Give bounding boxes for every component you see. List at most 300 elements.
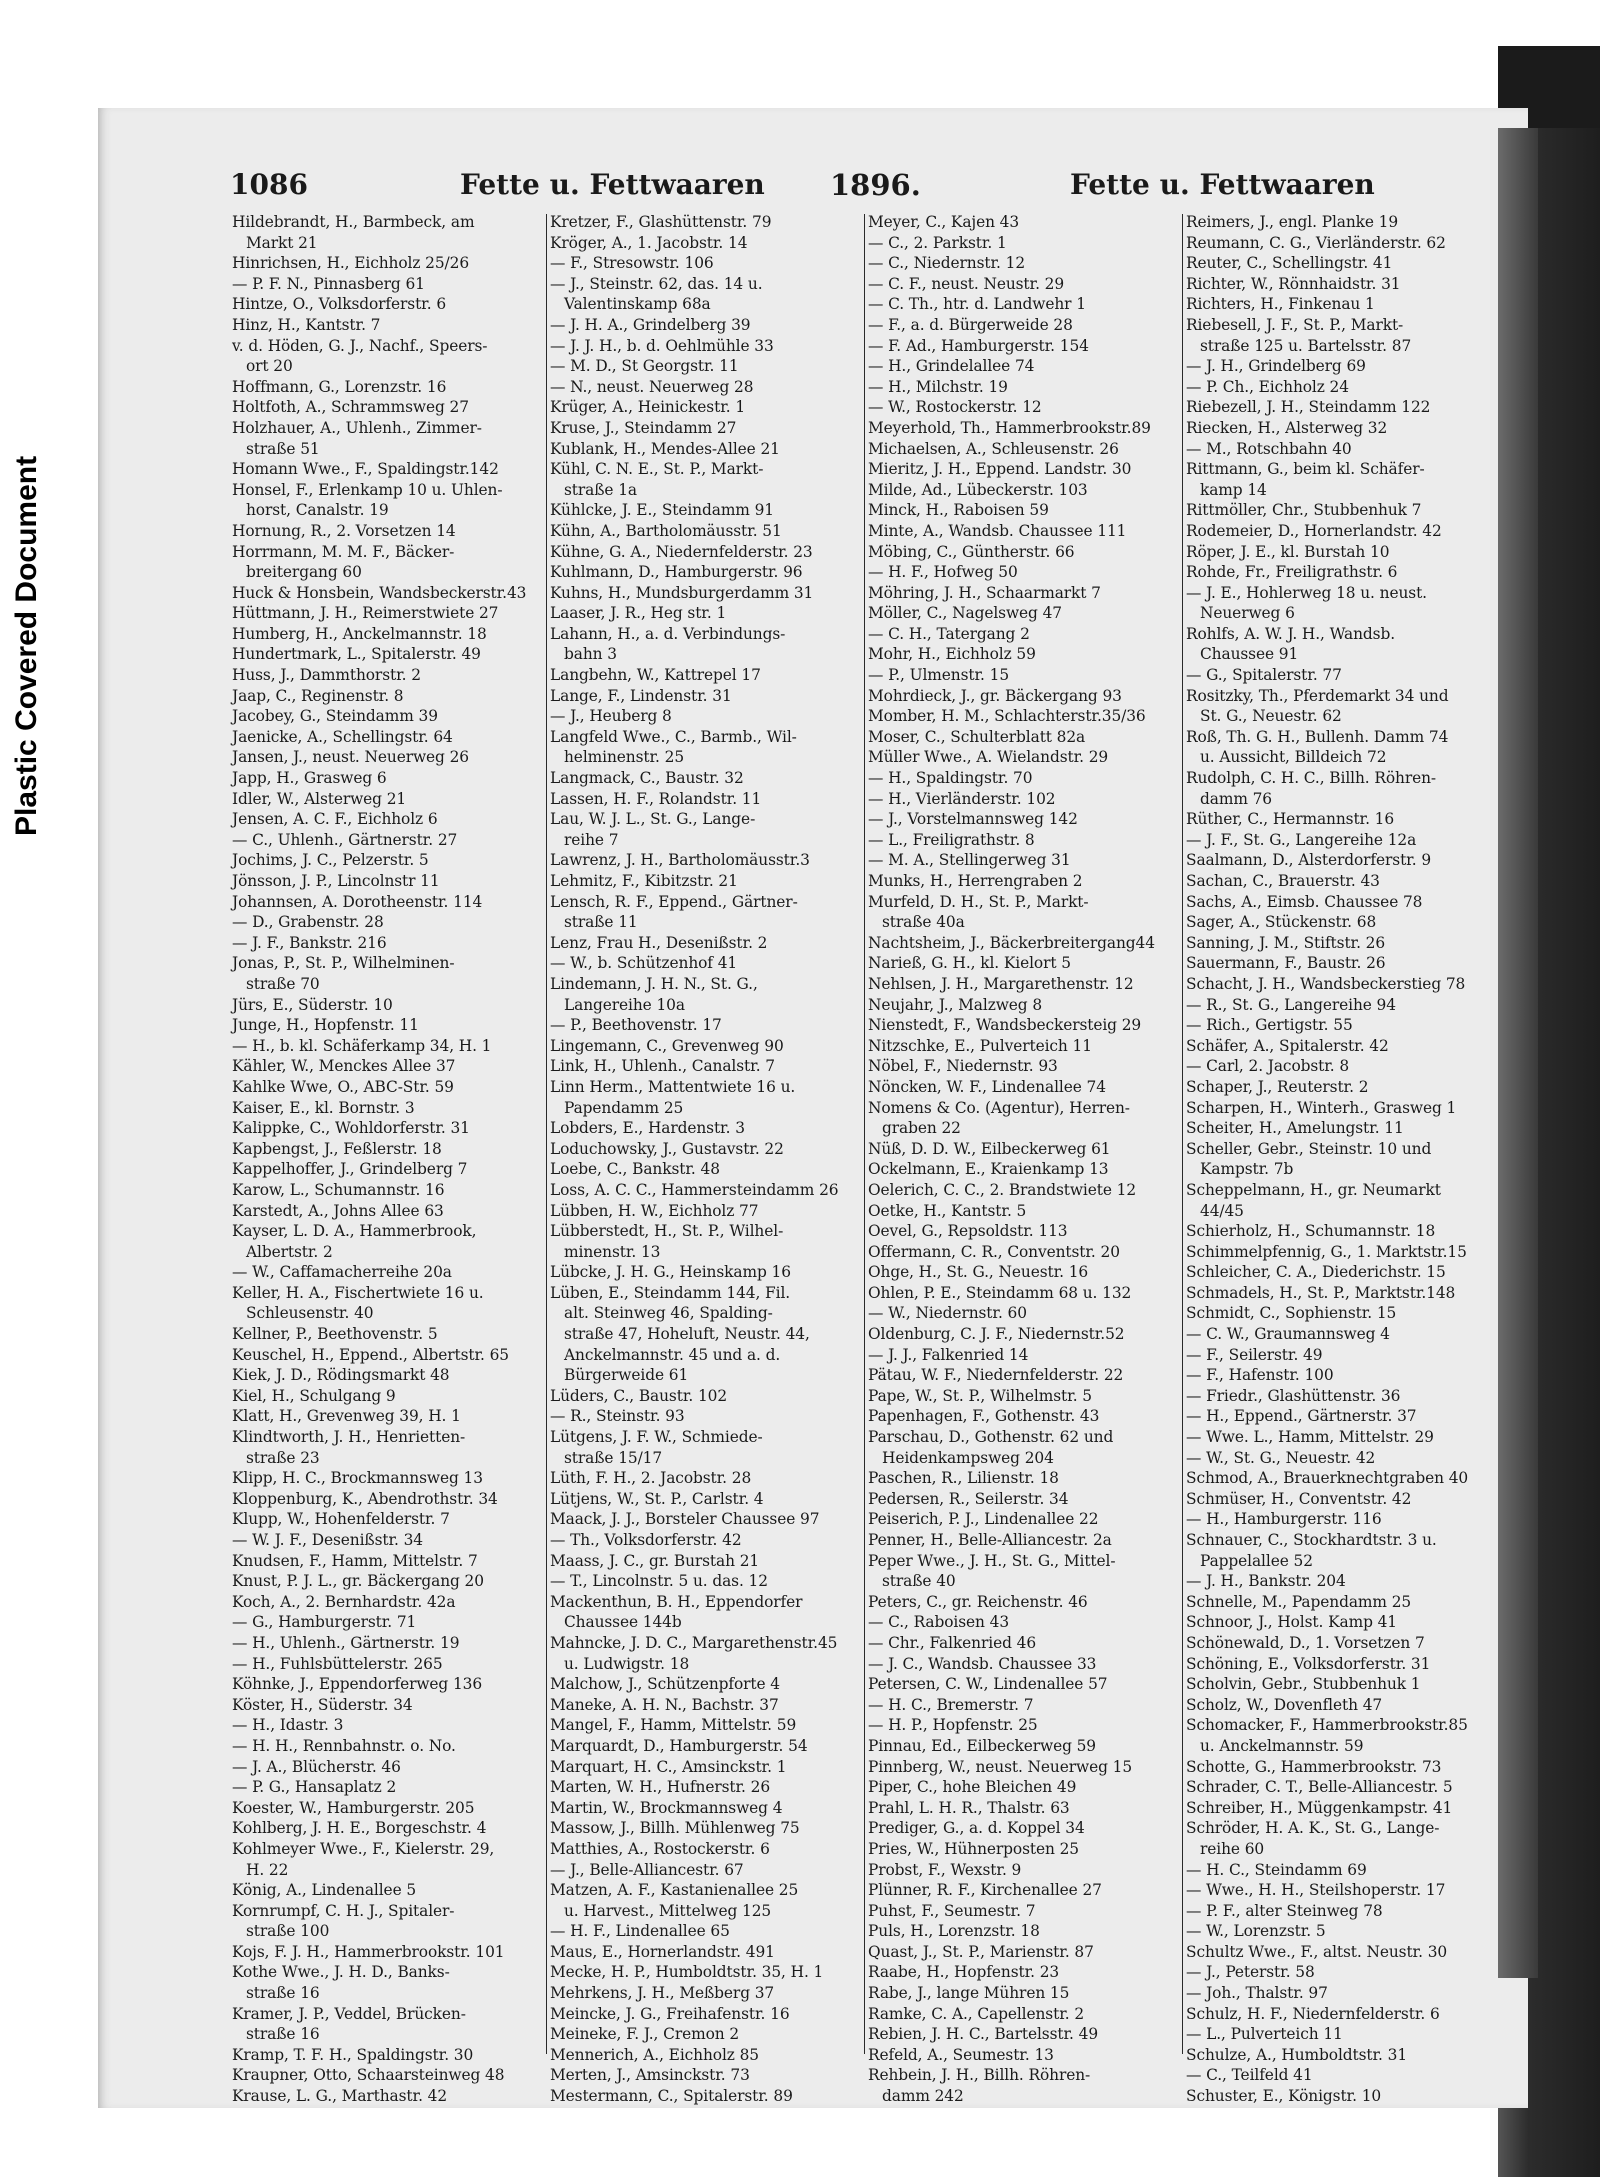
directory-entry: Offermann, C. R., Conventstr. 20: [868, 1242, 1120, 1261]
directory-entry: — G., Hamburgerstr. 71: [232, 1613, 417, 1632]
directory-entry: — Th., Volksdorferstr. 42: [550, 1531, 742, 1549]
directory-entry: Ohge, H., St. G., Neuestr. 16: [868, 1263, 1089, 1282]
directory-entry: Hinrichsen, H., Eichholz 25/26: [232, 254, 470, 273]
directory-entry: — C. F., neust. Neustr. 29: [868, 274, 1065, 293]
directory-entry: Kloppenburg, K., Abendrothstr. 34: [232, 1489, 498, 1508]
directory-entry: Maneke, A. H. N., Bachstr. 37: [550, 1695, 779, 1714]
directory-entry: — H., Eppend., Gärtnerstr. 37: [1186, 1407, 1417, 1426]
page-number: 1086: [230, 168, 308, 201]
directory-entry: — J. H., Grindelberg 69: [1186, 357, 1366, 376]
directory-entry: Rebien, J. H. C., Bartelsstr. 49: [868, 2025, 1099, 2044]
directory-entry: Kuhns, H., Mundsburgerdamm 31: [550, 583, 814, 602]
directory-entry: Scholz, W., Dovenfleth 47: [1186, 1695, 1383, 1714]
directory-entry: — Joh., Thalstr. 97: [1186, 1984, 1328, 2003]
directory-entry: Papendamm 25: [564, 1098, 684, 1117]
directory-entry: — P., Beethovenstr. 17: [550, 1016, 722, 1035]
directory-entry: — J., Steinstr. 62, das. 14 u.: [550, 274, 763, 293]
directory-entry: Lassen, H. F., Rolandstr. 11: [550, 789, 762, 808]
directory-entry: Meyer, C., Kajen 43: [868, 213, 1020, 231]
directory-entry: Valentinskamp 68a: [564, 295, 711, 314]
directory-entry: — H., Uhlenh., Gärtnerstr. 19: [232, 1633, 460, 1652]
directory-entry: Puhst, F., Seumestr. 7: [868, 1901, 1036, 1920]
directory-entry: — F., Hafenstr. 100: [1186, 1366, 1334, 1385]
running-title-left: Fette u. Fettwaaren: [460, 168, 765, 201]
directory-entry: Lüders, C., Baustr. 102: [550, 1386, 728, 1405]
directory-entry: — C., Raboisen 43: [868, 1613, 1010, 1632]
directory-entry: Nehlsen, J. H., Margarethenstr. 12: [868, 974, 1134, 993]
directory-entry: Nöbel, F., Niedernstr. 93: [868, 1057, 1058, 1076]
directory-entry: straße 125 u. Bartelsstr. 87: [1200, 336, 1412, 355]
directory-entry: Penner, H., Belle-Alliancestr. 2a: [868, 1531, 1112, 1549]
directory-entry: — H. C., Steindamm 69: [1186, 1860, 1367, 1879]
directory-entry: — J., Belle-Alliancestr. 67: [550, 1860, 744, 1879]
directory-entry: — Chr., Falkenried 46: [868, 1633, 1037, 1652]
directory-entry: Schierholz, H., Schumannstr. 18: [1186, 1222, 1436, 1241]
directory-entry: Schröder, H. A. K., St. G., Lange-: [1186, 1819, 1440, 1838]
directory-entry: v. d. Höden, G. J., Nachf., Speers-: [232, 336, 488, 355]
directory-entry: Karow, L., Schumannstr. 16: [232, 1180, 445, 1199]
directory-entry: Jansen, J., neust. Neuerweg 26: [232, 748, 469, 767]
directory-entry: Klindtworth, J. H., Henrietten-: [232, 1428, 466, 1447]
directory-entry: Schreiber, H., Müggenkampstr. 41: [1186, 1798, 1453, 1817]
directory-entry: reihe 7: [564, 830, 619, 849]
directory-entry: Schleicher, C. A., Diederichstr. 15: [1186, 1263, 1446, 1282]
directory-column-4: [1186, 212, 1498, 2106]
directory-entry: Kuhlmann, D., Hamburgerstr. 96: [550, 563, 803, 582]
directory-columns: [232, 212, 1502, 2106]
directory-entry: Schulz, H. F., Niedernfelderstr. 6: [1186, 2004, 1440, 2023]
directory-entry: Nienstedt, F., Wandsbeckersteig 29: [868, 1016, 1142, 1035]
directory-entry: Momber, H. M., Schlachterstr.35/36: [868, 707, 1146, 726]
directory-entry: Quast, J., St. P., Marienstr. 87: [868, 1942, 1094, 1961]
directory-entry: Oelerich, C. C., 2. Brandstwiete 12: [868, 1180, 1137, 1199]
directory-entry: Sauermann, F., Baustr. 26: [1186, 954, 1386, 973]
directory-entry: ort 20: [246, 357, 293, 376]
directory-entry: Laaser, J. R., Heg str. 1: [550, 604, 727, 623]
directory-entry: Kruse, J., Steindamm 27: [550, 418, 737, 437]
directory-entry: Kühn, A., Bartholomäusstr. 51: [550, 521, 782, 540]
directory-entry: Schaper, J., Reuterstr. 2: [1186, 1077, 1369, 1096]
directory-entry: Merten, J., Amsinckstr. 73: [550, 2066, 750, 2085]
directory-entry: — C., Uhlenh., Gärtnerstr. 27: [232, 830, 458, 849]
directory-entry: Richter, W., Rönnhaidstr. 31: [1186, 274, 1401, 293]
directory-entry: — H. H., Rennbahnstr. o. No.: [232, 1736, 456, 1755]
directory-entry: Ramke, C. A., Capellenstr. 2: [868, 2004, 1085, 2023]
directory-entry: — Rich., Gertigstr. 55: [1186, 1016, 1353, 1035]
directory-entry: Knudsen, F., Hamm, Mittelstr. 7: [232, 1551, 478, 1570]
directory-entry: Kublank, H., Mendes-Allee 21: [550, 439, 780, 458]
directory-entry: bahn 3: [564, 645, 617, 664]
directory-entry: — W., Niedernstr. 60: [868, 1304, 1027, 1323]
directory-entry: straße 16: [246, 2025, 320, 2044]
directory-entry: Schönewald, D., 1. Vorsetzen 7: [1186, 1633, 1425, 1652]
directory-entry: — T., Lincolnstr. 5 u. das. 12: [550, 1572, 768, 1591]
directory-entry: Schuster, E., Königstr. 10: [1186, 2087, 1382, 2106]
directory-entry: Lindemann, J. H. N., St. G.,: [550, 974, 758, 993]
directory-entry: Minte, A., Wandsb. Chaussee 111: [868, 521, 1127, 540]
directory-entry: — N., neust. Neuerweg 28: [550, 377, 754, 396]
directory-entry: König, A., Lindenallee 5: [232, 1881, 417, 1900]
directory-entry: — C., 2. Parkstr. 1: [868, 233, 1007, 252]
directory-entry: damm 242: [882, 2087, 964, 2106]
directory-entry: — Friedr., Glashüttenstr. 36: [1186, 1386, 1401, 1405]
directory-entry: straße 16: [246, 1984, 320, 2003]
page-year: 1896.: [830, 168, 921, 202]
directory-entry: — W., Caffamacherreihe 20a: [232, 1263, 452, 1282]
directory-entry: Klupp, W., Hohenfelderstr. 7: [232, 1510, 450, 1529]
directory-entry: Jürs, E., Süderstr. 10: [232, 995, 393, 1014]
directory-entry: Paschen, R., Lilienstr. 18: [868, 1469, 1059, 1488]
directory-entry: Schleusenstr. 40: [246, 1304, 374, 1323]
directory-entry: Loduchowsky, J., Gustavstr. 22: [550, 1139, 784, 1158]
directory-entry: Rohlfs, A. W. J. H., Wandsb.: [1186, 624, 1395, 643]
directory-entry: — D., Grabenstr. 28: [232, 913, 384, 932]
directory-entry: Möbing, C., Güntherstr. 66: [868, 542, 1075, 561]
directory-entry: — P. F. N., Pinnasberg 61: [232, 274, 425, 293]
directory-entry: Linn Herm., Mattentwiete 16 u.: [550, 1077, 796, 1096]
directory-entry: Nüß, D. D. W., Eilbeckerweg 61: [868, 1139, 1111, 1158]
directory-entry: Kähler, W., Menckes Allee 37: [232, 1057, 456, 1076]
directory-entry: u. Ludwigstr. 18: [564, 1654, 690, 1673]
directory-entry: Schöning, E., Volksdorferstr. 31: [1186, 1654, 1431, 1673]
directory-entry: Lütjens, W., St. P., Carlstr. 4: [550, 1489, 764, 1508]
directory-entry: Hundertmark, L., Spitalerstr. 49: [232, 645, 481, 664]
directory-entry: Kohlmeyer Wwe., F., Kielerstr. 29,: [232, 1839, 495, 1858]
directory-entry: Papenhagen, F., Gothenstr. 43: [868, 1407, 1100, 1426]
directory-entry: Marquart, H. C., Amsinckstr. 1: [550, 1757, 787, 1776]
directory-entry: — J. J., Falkenried 14: [868, 1345, 1029, 1364]
directory-entry: — P., Ulmenstr. 15: [868, 666, 1010, 685]
column-divider: [1182, 214, 1183, 2054]
directory-entry: Riecken, H., Alsterweg 32: [1186, 418, 1388, 437]
directory-entry: Pape, W., St. P., Wilhelmstr. 5: [868, 1386, 1092, 1405]
directory-entry: Schmüser, H., Conventstr. 42: [1186, 1489, 1412, 1508]
directory-entry: Kellner, P., Beethovenstr. 5: [232, 1325, 438, 1344]
directory-column-2: [550, 212, 862, 2106]
directory-entry: Jensen, A. C. F., Eichholz 6: [232, 810, 438, 829]
directory-entry: Ockelmann, E., Kraienkamp 13: [868, 1160, 1109, 1179]
directory-entry: Langereihe 10a: [564, 995, 685, 1014]
directory-entry: Hoffmann, G., Lorenzstr. 16: [232, 377, 447, 396]
directory-entry: Lüben, E., Steindamm 144, Fil.: [550, 1283, 791, 1302]
directory-entry: Knust, P. J. L., gr. Bäckergang 20: [232, 1572, 484, 1591]
directory-entry: Nitzschke, E., Pulverteich 11: [868, 1036, 1092, 1055]
directory-entry: Karstedt, A., Johns Allee 63: [232, 1201, 444, 1220]
directory-entry: Neujahr, J., Malzweg 8: [868, 995, 1043, 1014]
directory-entry: Krause, L. G., Marthastr. 42: [232, 2087, 448, 2106]
directory-entry: graben 22: [882, 1119, 961, 1138]
directory-entry: Kühl, C. N. E., St. P., Markt-: [550, 460, 764, 479]
directory-entry: Pedersen, R., Seilerstr. 34: [868, 1489, 1069, 1508]
directory-entry: Kramp, T. F. H., Spaldingstr. 30: [232, 2045, 474, 2064]
directory-entry: Keuschel, H., Eppend., Albertstr. 65: [232, 1345, 509, 1364]
directory-entry: Loss, A. C. C., Hammersteindamm 26: [550, 1180, 839, 1199]
directory-entry: Hinz, H., Kantstr. 7: [232, 315, 381, 334]
directory-entry: Neuerweg 6: [1200, 604, 1295, 623]
directory-entry: Nöncken, W. F., Lindenallee 74: [868, 1077, 1106, 1096]
directory-entry: Lange, F., Lindenstr. 31: [550, 686, 732, 705]
directory-entry: Lübben, H. W., Eichholz 77: [550, 1201, 759, 1220]
directory-entry: Schulze, A., Humboldtstr. 31: [1186, 2045, 1408, 2064]
directory-entry: — J. C., Wandsb. Chaussee 33: [868, 1654, 1097, 1673]
directory-entry: Kojs, F. J. H., Hammerbrookstr. 101: [232, 1942, 505, 1961]
directory-entry: Kornrumpf, C. H. J., Spitaler-: [232, 1901, 455, 1920]
directory-entry: Sager, A., Stückenstr. 68: [1186, 913, 1377, 932]
directory-entry: Mestermann, C., Spitalerstr. 89: [550, 2087, 793, 2106]
directory-entry: Hildebrandt, H., Barmbeck, am: [232, 213, 475, 231]
directory-entry: Scheller, Gebr., Steinstr. 10 und: [1186, 1139, 1432, 1158]
directory-entry: Chaussee 91: [1200, 645, 1299, 664]
directory-entry: breitergang 60: [246, 563, 362, 582]
directory-entry: minenstr. 13: [564, 1242, 661, 1261]
directory-entry: — J. F., St. G., Langereihe 12a: [1186, 830, 1417, 849]
directory-entry: Hintze, O., Volksdorferstr. 6: [232, 295, 447, 314]
directory-entry: Parschau, D., Gothenstr. 62 und: [868, 1428, 1114, 1447]
directory-entry: — M. A., Stellingerweg 31: [868, 851, 1071, 870]
directory-entry: 44/45: [1200, 1201, 1244, 1220]
directory-entry: Oetke, H., Kantstr. 5: [868, 1201, 1027, 1220]
directory-entry: Probst, F., Wexstr. 9: [868, 1860, 1022, 1879]
directory-entry: — C., Teilfeld 41: [1186, 2066, 1313, 2085]
directory-entry: Langmack, C., Baustr. 32: [550, 769, 744, 788]
directory-entry: Reuter, C., Schellingstr. 41: [1186, 254, 1393, 273]
directory-entry: Petersen, C. W., Lindenallee 57: [868, 1675, 1108, 1694]
directory-entry: Sanning, J. M., Stiftstr. 26: [1186, 933, 1386, 952]
directory-entry: Marten, W. H., Hufnerstr. 26: [550, 1778, 771, 1797]
directory-entry: Kühlcke, J. E., Steindamm 91: [550, 501, 774, 520]
directory-entry: Köster, H., Süderstr. 34: [232, 1695, 413, 1714]
directory-entry: — H. C., Bremerstr. 7: [868, 1695, 1034, 1714]
directory-entry: Maack, J. J., Borsteler Chaussee 97: [550, 1510, 820, 1529]
directory-entry: Jaap, C., Reginenstr. 8: [232, 686, 404, 705]
directory-entry: Lenz, Frau H., Desenißstr. 2: [550, 933, 768, 952]
directory-entry: Albertstr. 2: [246, 1242, 333, 1261]
directory-entry: — H., b. kl. Schäferkamp 34, H. 1: [232, 1036, 492, 1055]
directory-entry: Schnelle, M., Papendamm 25: [1186, 1592, 1412, 1611]
directory-entry: Lensch, R. F., Eppend., Gärtner-: [550, 892, 798, 911]
directory-entry: Lübcke, J. H. G., Heinskamp 16: [550, 1263, 791, 1282]
directory-entry: — C. Th., htr. d. Landwehr 1: [868, 295, 1086, 314]
directory-entry: — J. J. H., b. d. Oehlmühle 33: [550, 336, 774, 355]
directory-entry: Langfeld Wwe., C., Barmb., Wil-: [550, 727, 797, 746]
side-label: Plastic Covered Document: [10, 455, 43, 836]
directory-entry: Röper, J. E., kl. Burstah 10: [1186, 542, 1390, 561]
directory-entry: Riebezell, J. H., Steindamm 122: [1186, 398, 1431, 417]
directory-entry: Jönsson, J. P., Lincolnstr 11: [232, 872, 440, 890]
directory-entry: Mehrkens, J. H., Meßberg 37: [550, 1984, 775, 2003]
directory-entry: Moser, C., Schulterblatt 82a: [868, 727, 1086, 746]
directory-entry: — F., Stresowstr. 106: [550, 254, 714, 273]
directory-entry: Keller, H. A., Fischertwiete 16 u.: [232, 1283, 484, 1302]
directory-entry: Klatt, H., Grevenweg 39, H. 1: [232, 1407, 461, 1426]
directory-entry: Schomacker, F., Hammerbrookstr.85: [1186, 1716, 1468, 1735]
directory-entry: Rohde, Fr., Freiligrathstr. 6: [1186, 563, 1398, 582]
directory-entry: Holzhauer, A., Uhlenh., Zimmer-: [232, 418, 482, 437]
directory-entry: Humberg, H., Anckelmannstr. 18: [232, 624, 487, 643]
directory-entry: Pinnberg, W., neust. Neuerweg 15: [868, 1757, 1133, 1776]
directory-entry: Koester, W., Hamburgerstr. 205: [232, 1798, 475, 1817]
directory-entry: Anckelmannstr. 45 und a. d.: [564, 1345, 781, 1364]
directory-entry: Puls, H., Lorenzstr. 18: [868, 1922, 1040, 1941]
directory-entry: Plünner, R. F., Kirchenallee 27: [868, 1881, 1102, 1900]
directory-entry: straße 1a: [564, 480, 637, 499]
directory-entry: Peiserich, P. J., Lindenallee 22: [868, 1510, 1099, 1529]
directory-entry: Holtfoth, A., Schrammsweg 27: [232, 398, 469, 417]
directory-entry: Kiel, H., Schulgang 9: [232, 1386, 396, 1405]
directory-entry: — W. J. F., Desenißstr. 34: [232, 1531, 423, 1549]
directory-entry: Link, H., Uhlenh., Canalstr. 7: [550, 1057, 775, 1076]
directory-entry: Lau, W. J. L., St. G., Lange-: [550, 810, 756, 829]
directory-entry: Reumann, C. G., Vierländerstr. 62: [1186, 233, 1446, 252]
directory-entry: Murfeld, D. H., St. P., Markt-: [868, 892, 1089, 911]
directory-entry: Rabe, J., lange Mühren 15: [868, 1984, 1070, 2003]
directory-entry: Scheppelmann, H., gr. Neumarkt: [1186, 1180, 1441, 1199]
directory-entry: Lübberstedt, H., St. P., Wilhel-: [550, 1222, 784, 1241]
directory-entry: — P. G., Hansaplatz 2: [232, 1778, 397, 1797]
directory-entry: Sachs, A., Eimsb. Chaussee 78: [1186, 892, 1423, 911]
directory-entry: Schrader, C. T., Belle-Alliancestr. 5: [1186, 1778, 1453, 1797]
directory-entry: — Carl, 2. Jacobstr. 8: [1186, 1057, 1350, 1076]
page-header: [160, 168, 1460, 208]
directory-entry: — R., St. G., Langereihe 94: [1186, 995, 1396, 1014]
directory-entry: Chaussee 144b: [564, 1613, 682, 1632]
directory-entry: Kothe Wwe., J. H. D., Banks-: [232, 1963, 450, 1982]
directory-entry: Mohrdieck, J., gr. Bäckergang 93: [868, 686, 1122, 705]
directory-entry: Raabe, H., Hopfenstr. 23: [868, 1963, 1060, 1982]
directory-entry: Heidenkampsweg 204: [882, 1448, 1054, 1467]
directory-entry: Jaenicke, A., Schellingstr. 64: [232, 727, 453, 746]
directory-entry: Reimers, J., engl. Planke 19: [1186, 213, 1399, 231]
directory-entry: — C. W., Graumannsweg 4: [1186, 1325, 1390, 1344]
directory-entry: Marquardt, D., Hamburgerstr. 54: [550, 1736, 808, 1755]
directory-entry: — J. E., Hohlerweg 18 u. neust.: [1186, 583, 1427, 602]
directory-entry: Kraupner, Otto, Schaarsteinweg 48: [232, 2066, 505, 2085]
directory-entry: — R., Steinstr. 93: [550, 1407, 685, 1426]
directory-entry: Nomens & Co. (Agentur), Herren-: [868, 1098, 1130, 1117]
directory-entry: Langbehn, W., Kattrepel 17: [550, 666, 761, 685]
directory-entry: — H. F., Hofweg 50: [868, 563, 1018, 582]
directory-entry: straße 40: [882, 1572, 956, 1591]
directory-entry: Riebesell, J. F., St. P., Markt-: [1186, 315, 1404, 334]
directory-entry: Milde, Ad., Lübeckerstr. 103: [868, 480, 1088, 499]
directory-entry: Johannsen, A. Dorotheenstr. 114: [232, 892, 483, 911]
directory-entry: Müller Wwe., A. Wielandstr. 29: [868, 748, 1109, 767]
directory-entry: straße 23: [246, 1448, 320, 1467]
directory-column-1: [232, 212, 544, 2106]
directory-entry: Kampstr. 7b: [1200, 1160, 1294, 1179]
running-title-right: Fette u. Fettwaaren: [1070, 168, 1375, 201]
directory-entry: Jochims, J. C., Pelzerstr. 5: [232, 851, 429, 870]
column-divider: [864, 214, 865, 2054]
directory-entry: u. Aussicht, Billdeich 72: [1200, 748, 1387, 767]
book-gutter: [1498, 128, 1538, 1978]
directory-entry: Schacht, J. H., Wandsbeckerstieg 78: [1186, 974, 1466, 993]
directory-entry: Mangel, F., Hamm, Mittelstr. 59: [550, 1716, 797, 1735]
directory-entry: Kretzer, F., Glashüttenstr. 79: [550, 213, 772, 231]
directory-entry: Möhring, J. H., Schaarmarkt 7: [868, 583, 1101, 602]
directory-entry: Martin, W., Brockmannsweg 4: [550, 1798, 783, 1817]
directory-entry: Kröger, A., 1. Jacobstr. 14: [550, 233, 748, 252]
directory-entry: Huck & Honsbein, Wandsbeckerstr.43: [232, 583, 527, 602]
directory-entry: — L., Freiligrathstr. 8: [868, 830, 1035, 849]
directory-entry: — J., Peterstr. 58: [1186, 1963, 1315, 1982]
directory-entry: Jonas, P., St. P., Wilhelminen-: [232, 954, 455, 973]
directory-entry: — F., Seilerstr. 49: [1186, 1345, 1323, 1364]
directory-entry: Bürgerweide 61: [564, 1366, 689, 1385]
directory-entry: Oldenburg, C. J. F., Niedernstr.52: [868, 1325, 1125, 1344]
directory-entry: horst, Canalstr. 19: [246, 501, 389, 520]
directory-entry: — J. F., Bankstr. 216: [232, 933, 387, 952]
directory-entry: — L., Pulverteich 11: [1186, 2025, 1343, 2044]
directory-entry: straße 51: [246, 439, 320, 458]
directory-entry: Michaelsen, A., Schleusenstr. 26: [868, 439, 1119, 458]
directory-entry: straße 15/17: [564, 1448, 663, 1467]
directory-entry: Hüttmann, J. H., Reimerstwiete 27: [232, 604, 499, 623]
directory-entry: — H., Idastr. 3: [232, 1716, 344, 1735]
directory-entry: u. Harvest., Mittelweg 125: [564, 1901, 772, 1920]
directory-entry: Klipp, H. C., Brockmannsweg 13: [232, 1469, 483, 1488]
directory-entry: straße 100: [246, 1922, 330, 1941]
directory-entry: Maass, J. C., gr. Burstah 21: [550, 1551, 760, 1570]
directory-entry: Lingemann, C., Grevenweg 90: [550, 1036, 784, 1055]
directory-entry: Köhnke, J., Eppendorferweg 136: [232, 1675, 483, 1694]
directory-entry: Schnoor, J., Holst. Kamp 41: [1186, 1613, 1397, 1632]
directory-entry: Horrmann, M. M. F., Bäcker-: [232, 542, 455, 561]
directory-entry: Schimmelpfennig, G., 1. Marktstr.15: [1186, 1242, 1467, 1261]
directory-entry: — G., Spitalerstr. 77: [1186, 666, 1342, 685]
directory-entry: Homann Wwe., F., Spaldingstr.142: [232, 460, 499, 479]
directory-entry: Richters, H., Finkenau 1: [1186, 295, 1375, 314]
directory-entry: Kalippke, C., Wohldorferstr. 31: [232, 1119, 470, 1138]
directory-entry: Schultz Wwe., F., altst. Neustr. 30: [1186, 1942, 1448, 1961]
directory-entry: Minck, H., Raboisen 59: [868, 501, 1049, 520]
directory-entry: Pätau, W. F., Niedernfelderstr. 22: [868, 1366, 1124, 1385]
directory-entry: — J. A., Blücherstr. 46: [232, 1757, 401, 1776]
directory-entry: Massow, J., Billh. Mühlenweg 75: [550, 1819, 800, 1838]
directory-entry: Loebe, C., Bankstr. 48: [550, 1160, 720, 1179]
directory-entry: Maus, E., Hornerlandstr. 491: [550, 1942, 775, 1961]
directory-entry: Prahl, L. H. R., Thalstr. 63: [868, 1798, 1070, 1817]
directory-entry: Matthies, A., Rostockerstr. 6: [550, 1839, 770, 1858]
directory-entry: — H., Vierländerstr. 102: [868, 789, 1056, 808]
directory-entry: Kahlke Wwe, O., ABC-Str. 59: [232, 1077, 454, 1096]
directory-entry: Peper Wwe., J. H., St. G., Mittel-: [868, 1551, 1116, 1570]
directory-entry: — F., a. d. Bürgerweide 28: [868, 315, 1073, 334]
directory-entry: Kapbengst, J., Feßlerstr. 18: [232, 1139, 442, 1158]
directory-entry: Lüth, F. H., 2. Jacobstr. 28: [550, 1469, 752, 1488]
directory-entry: — P. F., alter Steinweg 78: [1186, 1901, 1383, 1920]
directory-entry: Mennerich, A., Eichholz 85: [550, 2045, 759, 2064]
directory-entry: Lehmitz, F., Kibitzstr. 21: [550, 872, 738, 890]
directory-entry: Malchow, J., Schützenpforte 4: [550, 1675, 780, 1694]
directory-entry: Möller, C., Nagelsweg 47: [868, 604, 1062, 623]
directory-entry: Meincke, J. G., Freihafenstr. 16: [550, 2004, 790, 2023]
directory-entry: — H., Milchstr. 19: [868, 377, 1008, 396]
directory-entry: — J., Vorstelmannsweg 142: [868, 810, 1078, 829]
directory-entry: Mahncke, J. D. C., Margarethenstr.45: [550, 1633, 838, 1652]
directory-entry: Kramer, J. P., Veddel, Brücken-: [232, 2004, 466, 2023]
directory-entry: Rittmöller, Chr., Stubbenhuk 7: [1186, 501, 1422, 520]
directory-entry: St. G., Neuestr. 62: [1200, 707, 1342, 726]
directory-entry: — H., Grindelallee 74: [868, 357, 1035, 376]
directory-column-3: [868, 212, 1180, 2106]
directory-entry: — C., Niedernstr. 12: [868, 254, 1026, 273]
directory-entry: Schmidt, C., Sophienstr. 15: [1186, 1304, 1397, 1323]
directory-entry: Nachtsheim, J., Bäckerbreitergang44: [868, 933, 1155, 952]
directory-entry: Lahann, H., a. d. Verbindungs-: [550, 624, 786, 643]
directory-entry: — W., St. G., Neuestr. 42: [1186, 1448, 1376, 1467]
directory-entry: Markt 21: [246, 233, 318, 252]
